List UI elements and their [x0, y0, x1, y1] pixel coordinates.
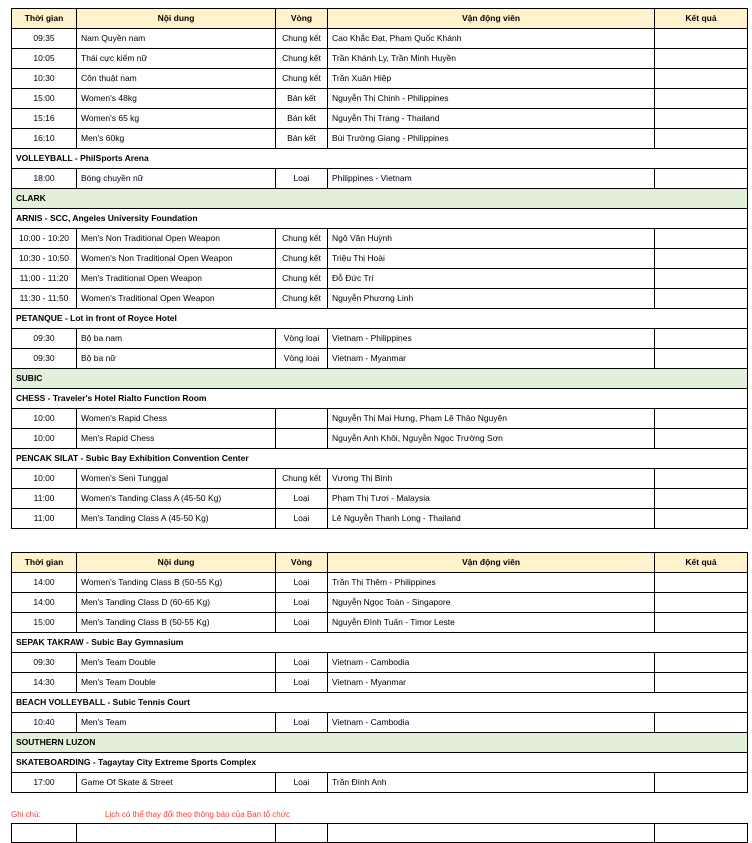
cell-round: Loại: [276, 509, 328, 529]
cell-content: Men's Tanding Class D (60-65 Kg): [77, 593, 276, 613]
cell-round: Bán kết: [276, 109, 328, 129]
cell-time: 09:35: [12, 29, 77, 49]
cell-time: 10:00: [12, 429, 77, 449]
cell-time: 11:00: [12, 509, 77, 529]
table-row: [12, 89, 748, 109]
venue-label: SEPAK TAKRAW - Subic Bay Gymnasium: [12, 633, 748, 653]
cell-time: 10:30: [12, 69, 77, 89]
header-row: [12, 9, 748, 29]
cell-athlete: Vietnam - Philippines: [328, 329, 655, 349]
cell-athlete: Nguyễn Anh Khôi, Nguyễn Ngọc Trường Sơn: [328, 429, 655, 449]
cell-result: [655, 673, 748, 693]
cell-athlete: Cao Khắc Đạt, Phạm Quốc Khánh: [328, 29, 655, 49]
table-row: [12, 489, 748, 509]
cell-athlete: Trần Xuân Hiệp: [328, 69, 655, 89]
cell-content: Men's Non Traditional Open Weapon: [77, 229, 276, 249]
cell-round: [276, 409, 328, 429]
table-row: [12, 349, 748, 369]
table-row: [12, 229, 748, 249]
table-1-body: [12, 29, 748, 529]
cell-result: [655, 429, 748, 449]
cell-result: [655, 469, 748, 489]
table-row: [12, 329, 748, 349]
cell-content: Women's 65 kg: [77, 109, 276, 129]
cell-round: Chung kết: [276, 29, 328, 49]
venue-header-row: [12, 753, 748, 773]
table-2-body: [12, 573, 748, 793]
venue-label: SKATEBOARDING - Tagaytay City Extreme Sports Complex: [12, 753, 748, 773]
cell-athlete: [328, 824, 655, 843]
cell-content: Men's Traditional Open Weapon: [77, 269, 276, 289]
column-header-result: Kết quả: [655, 9, 748, 29]
cell-athlete: Vietnam - Cambodia: [328, 653, 655, 673]
cell-result: [655, 129, 748, 149]
cell-result: [655, 229, 748, 249]
table-row: [12, 593, 748, 613]
column-header-result: Kết quả: [655, 553, 748, 573]
cell-time: 10:40: [12, 713, 77, 733]
cell-result: [655, 289, 748, 309]
cell-content: Women's Tanding Class A (45-50 Kg): [77, 489, 276, 509]
cell-result: [655, 89, 748, 109]
cell-time: 15:00: [12, 613, 77, 633]
cell-content: Bộ ba nam: [77, 329, 276, 349]
cell-time: 15:16: [12, 109, 77, 129]
cell-athlete: Nguyễn Đình Tuấn - Timor Leste: [328, 613, 655, 633]
cell-time: 09:30: [12, 653, 77, 673]
cell-content: [77, 824, 276, 843]
cell-content: Men's Team: [77, 713, 276, 733]
venue-header-row: [12, 149, 748, 169]
cell-time: 15:00: [12, 89, 77, 109]
cell-time: 10:00: [12, 469, 77, 489]
cell-content: Bộ ba nữ: [77, 349, 276, 369]
schedule-table-2: [11, 552, 748, 793]
cell-result: [655, 613, 748, 633]
cell-athlete: Vương Thị Bình: [328, 469, 655, 489]
cell-time: 17:00: [12, 773, 77, 793]
column-header-time: Thời gian: [12, 9, 77, 29]
note-text: Lịch có thể thay đổi theo thông báo của Ban tổ chức: [105, 810, 291, 819]
cell-content: Men's Team Double: [77, 673, 276, 693]
column-header-time: Thời gian: [12, 553, 77, 573]
cell-result: [655, 573, 748, 593]
cell-time: 09:30: [12, 349, 77, 369]
table-row: [12, 713, 748, 733]
cell-athlete: Nguyễn Thị Mai Hưng, Phạm Lê Thảo Nguyên: [328, 409, 655, 429]
cell-round: Loại: [276, 673, 328, 693]
table-row: [12, 109, 748, 129]
table-row: [12, 29, 748, 49]
cell-result: [655, 489, 748, 509]
venue-label: CHESS - Traveler's Hotel Rialto Function Room: [12, 389, 748, 409]
table-3-body: [12, 824, 748, 843]
cell-round: Bán kết: [276, 89, 328, 109]
cell-athlete: Đỗ Đức Trí: [328, 269, 655, 289]
table-row: [12, 613, 748, 633]
note-label: Ghi chú:: [11, 810, 41, 819]
table-row: [12, 129, 748, 149]
cell-athlete: Nguyễn Thị Trang - Thailand: [328, 109, 655, 129]
cell-result: [655, 409, 748, 429]
region-header-row: [12, 369, 748, 389]
venue-header-row: [12, 309, 748, 329]
cell-result: [655, 49, 748, 69]
cell-round: Chung kết: [276, 49, 328, 69]
cell-round: Loại: [276, 169, 328, 189]
table-row: [12, 269, 748, 289]
cell-time: 10:30 - 10:50: [12, 249, 77, 269]
table-row: [12, 653, 748, 673]
cell-result: [655, 109, 748, 129]
table-row: [12, 409, 748, 429]
cell-round: Loại: [276, 489, 328, 509]
table-row: [12, 69, 748, 89]
column-header-athlete: Vận động viên: [328, 553, 655, 573]
cell-time: 14:30: [12, 673, 77, 693]
schedule-table-3-partial: [11, 823, 748, 843]
cell-content: Game Of Skate & Street: [77, 773, 276, 793]
region-label: SOUTHERN LUZON: [12, 733, 748, 753]
cell-time: 09:30: [12, 329, 77, 349]
cell-round: [276, 429, 328, 449]
cell-time: 14:00: [12, 573, 77, 593]
table-row: [12, 289, 748, 309]
cell-round: Loại: [276, 713, 328, 733]
cell-athlete: Triệu Thị Hoài: [328, 249, 655, 269]
table-row: [12, 249, 748, 269]
cell-round: Chung kết: [276, 289, 328, 309]
cell-athlete: Nguyễn Ngọc Toàn - Singapore: [328, 593, 655, 613]
region-header-row: [12, 733, 748, 753]
cell-time: [12, 824, 77, 843]
cell-time: 10:00: [12, 409, 77, 429]
table-gap: [11, 529, 752, 552]
table-row: [12, 824, 748, 843]
venue-header-row: [12, 633, 748, 653]
column-header-content: Nội dung: [77, 553, 276, 573]
cell-round: Chung kết: [276, 229, 328, 249]
cell-round: Loại: [276, 613, 328, 633]
table-row: [12, 49, 748, 69]
cell-round: Chung kết: [276, 249, 328, 269]
header-row: [12, 553, 748, 573]
cell-result: [655, 713, 748, 733]
cell-time: 10:05: [12, 49, 77, 69]
cell-athlete: Nguyễn Phương Linh: [328, 289, 655, 309]
venue-header-row: [12, 209, 748, 229]
cell-round: Loại: [276, 593, 328, 613]
table-2-header: [12, 553, 748, 573]
cell-time: 11:00: [12, 489, 77, 509]
region-label: SUBIC: [12, 369, 748, 389]
cell-content: Nam Quyền nam: [77, 29, 276, 49]
cell-result: [655, 824, 748, 843]
column-header-round: Vòng: [276, 553, 328, 573]
cell-result: [655, 269, 748, 289]
cell-athlete: Trần Khánh Ly, Trần Minh Huyền: [328, 49, 655, 69]
cell-time: 10:00 - 10:20: [12, 229, 77, 249]
cell-content: Women's Non Traditional Open Weapon: [77, 249, 276, 269]
table-row: [12, 469, 748, 489]
table-row: [12, 169, 748, 189]
venue-label: VOLLEYBALL - PhilSports Arena: [12, 149, 748, 169]
table-row: [12, 509, 748, 529]
cell-athlete: Ngô Văn Huỳnh: [328, 229, 655, 249]
schedule-table-1: [11, 8, 748, 529]
cell-result: [655, 249, 748, 269]
table-row: [12, 429, 748, 449]
cell-athlete: Lê Nguyễn Thanh Long - Thailand: [328, 509, 655, 529]
cell-round: Chung kết: [276, 69, 328, 89]
table-row: [12, 773, 748, 793]
cell-athlete: Vietnam - Myanmar: [328, 349, 655, 369]
cell-time: 11:30 - 11:50: [12, 289, 77, 309]
cell-result: [655, 349, 748, 369]
column-header-athlete: Vận động viên: [328, 9, 655, 29]
cell-result: [655, 29, 748, 49]
column-header-content: Nội dung: [77, 9, 276, 29]
cell-athlete: Philippines - Vietnam: [328, 169, 655, 189]
cell-content: Women's Seni Tunggal: [77, 469, 276, 489]
cell-content: Bóng chuyền nữ: [77, 169, 276, 189]
cell-content: Thái cực kiếm nữ: [77, 49, 276, 69]
cell-content: Women's Rapid Chess: [77, 409, 276, 429]
cell-result: [655, 509, 748, 529]
cell-time: 16:10: [12, 129, 77, 149]
cell-athlete: Trần Đình Anh: [328, 773, 655, 793]
cell-round: [276, 824, 328, 843]
cell-content: Côn thuật nam: [77, 69, 276, 89]
cell-result: [655, 69, 748, 89]
cell-content: Women's 48kg: [77, 89, 276, 109]
cell-result: [655, 773, 748, 793]
cell-result: [655, 593, 748, 613]
cell-round: Loại: [276, 653, 328, 673]
venue-header-row: [12, 693, 748, 713]
cell-content: Men's Team Double: [77, 653, 276, 673]
cell-round: Chung kết: [276, 269, 328, 289]
cell-content: Men's Rapid Chess: [77, 429, 276, 449]
cell-content: Women's Traditional Open Weapon: [77, 289, 276, 309]
region-label: CLARK: [12, 189, 748, 209]
cell-athlete: Vietnam - Myanmar: [328, 673, 655, 693]
table-1-header: [12, 9, 748, 29]
venue-label: PETANQUE - Lot in front of Royce Hotel: [12, 309, 748, 329]
cell-round: Vòng loại: [276, 329, 328, 349]
venue-label: ARNIS - SCC, Angeles University Foundation: [12, 209, 748, 229]
cell-content: Men's Tanding Class B (50-55 Kg): [77, 613, 276, 633]
cell-time: 18:00: [12, 169, 77, 189]
cell-result: [655, 169, 748, 189]
cell-time: 14:00: [12, 593, 77, 613]
cell-athlete: Nguyễn Thị Chinh - Philippines: [328, 89, 655, 109]
cell-time: 11:00 - 11:20: [12, 269, 77, 289]
cell-round: Chung kết: [276, 469, 328, 489]
cell-round: Loại: [276, 773, 328, 793]
venue-label: PENCAK SILAT - Subic Bay Exhibition Convention Center: [12, 449, 748, 469]
venue-header-row: [12, 389, 748, 409]
cell-round: Loại: [276, 573, 328, 593]
region-header-row: [12, 189, 748, 209]
cell-athlete: Vietnam - Cambodia: [328, 713, 655, 733]
cell-result: [655, 329, 748, 349]
cell-athlete: Phạm Thị Tươi - Malaysia: [328, 489, 655, 509]
venue-label: BEACH VOLLEYBALL - Subic Tennis Court: [12, 693, 748, 713]
cell-round: Vòng loại: [276, 349, 328, 369]
column-header-round: Vòng: [276, 9, 328, 29]
cell-athlete: Trần Thị Thêm - Philippines: [328, 573, 655, 593]
cell-athlete: Bùi Trường Giang - Philippines: [328, 129, 655, 149]
cell-round: Bán kết: [276, 129, 328, 149]
cell-content: Women's Tanding Class B (50-55 Kg): [77, 573, 276, 593]
cell-content: Men's Tanding Class A (45-50 Kg): [77, 509, 276, 529]
table-row: [12, 573, 748, 593]
venue-header-row: [12, 449, 748, 469]
table-row: [12, 673, 748, 693]
cell-result: [655, 653, 748, 673]
cell-content: Men's 60kg: [77, 129, 276, 149]
